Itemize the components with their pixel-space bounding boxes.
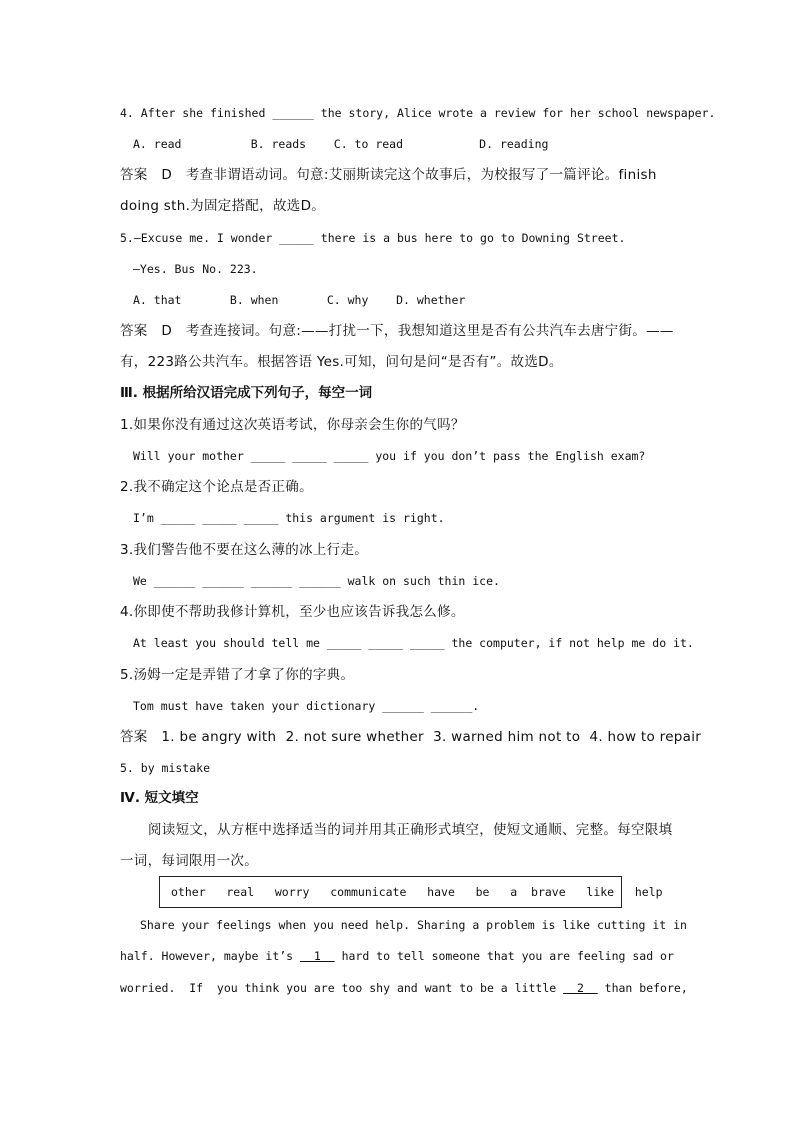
q5-options: A. that B. when C. why D. whether xyxy=(133,293,466,307)
passage-line2 xyxy=(120,947,674,965)
blank-2: 2 xyxy=(563,981,598,995)
s3-answer-line1: 答案 1. be angry with 2. not sure whether 3. warned him not to 4. how to repair xyxy=(120,729,702,745)
passage-line2-start: half. However, maybe it’s xyxy=(120,949,301,963)
s3-item4-en: At least you should tell me _____ _____ _____ the computer, if not help me do it. xyxy=(133,636,694,650)
passage-line2-end: hard to tell someone that you are feeling sad or xyxy=(334,949,674,963)
s4-instruction-line2: 一词，每词限用一次。 xyxy=(120,853,258,869)
passage-line1: Share your feelings when you need help. Sharing a problem is like cutting it in xyxy=(140,918,687,932)
word-box xyxy=(159,876,663,908)
s3-item4-cn: 4.你即使不帮助我修计算机，至少也应该告诉我怎么修。 xyxy=(120,604,465,620)
blank-1: 1 xyxy=(300,949,335,963)
q5-answer-line1: 答案 D 考查连接词。句意:——打扰一下，我想知道这里是否有公共汽车去唐宁街。—— xyxy=(120,323,674,339)
s4-instruction-line1: 阅读短文，从方框中选择适当的词并用其正确形式填空，使短文通顺、完整。每空限填 xyxy=(148,822,673,838)
word-box-text: other real worry communicate have be a brave like help xyxy=(171,885,663,899)
s3-item3-cn: 3.我们警告他不要在这么薄的冰上行走。 xyxy=(120,542,369,558)
passage-line3-start: worried. If you think you are too shy and want to be a little xyxy=(120,981,564,995)
s3-item2-en: I’m _____ _____ _____ this argument is right. xyxy=(133,511,445,525)
s3-item1-en: Will your mother _____ _____ _____ you if you don’t pass the English exam? xyxy=(133,449,646,463)
s3-answer-line2: 5. by mistake xyxy=(120,761,211,775)
q5-reply: —Yes. Bus No. 223. xyxy=(133,262,258,276)
passage-line3 xyxy=(120,979,688,997)
q4-answer-line2: doing sth.为固定搭配，故选D。 xyxy=(120,198,326,214)
s3-item5-cn: 5.汤姆一定是弄错了才拿了你的字典。 xyxy=(120,667,355,683)
q5-stem: 5.—Excuse me. I wonder _____ there is a bus here to go to Downing Street. xyxy=(120,231,626,245)
q4-options: A. read B. reads C. to read D. reading xyxy=(133,137,549,151)
q4-answer-line1: 答案 D 考查非谓语动词。句意:艾丽斯读完这个故事后，为校报写了一篇评论。finish xyxy=(120,167,657,183)
q4-stem: 4. After she finished ______ the story, Alice wrote a review for her school newspaper. xyxy=(120,106,716,120)
section4-heading: Ⅳ. 短文填空 xyxy=(120,790,199,806)
s3-item1-cn: 1.如果你没有通过这次英语考试，你母亲会生你的气吗？ xyxy=(120,417,465,433)
s3-item2-cn: 2.我不确定这个论点是否正确。 xyxy=(120,479,313,495)
passage-line3-end: than before, xyxy=(597,981,688,995)
s3-item3-en: We ______ ______ ______ ______ walk on such thin ice. xyxy=(133,574,500,588)
q5-answer-line2: 有，223路公共汽车。根据答语 Yes.可知，问句是问“是否有”。故选D。 xyxy=(120,354,563,370)
section3-heading: Ⅲ. 根据所给汉语完成下列句子，每空一词 xyxy=(120,385,373,401)
s3-item5-en: Tom must have taken your dictionary ______ ______. xyxy=(133,699,480,713)
